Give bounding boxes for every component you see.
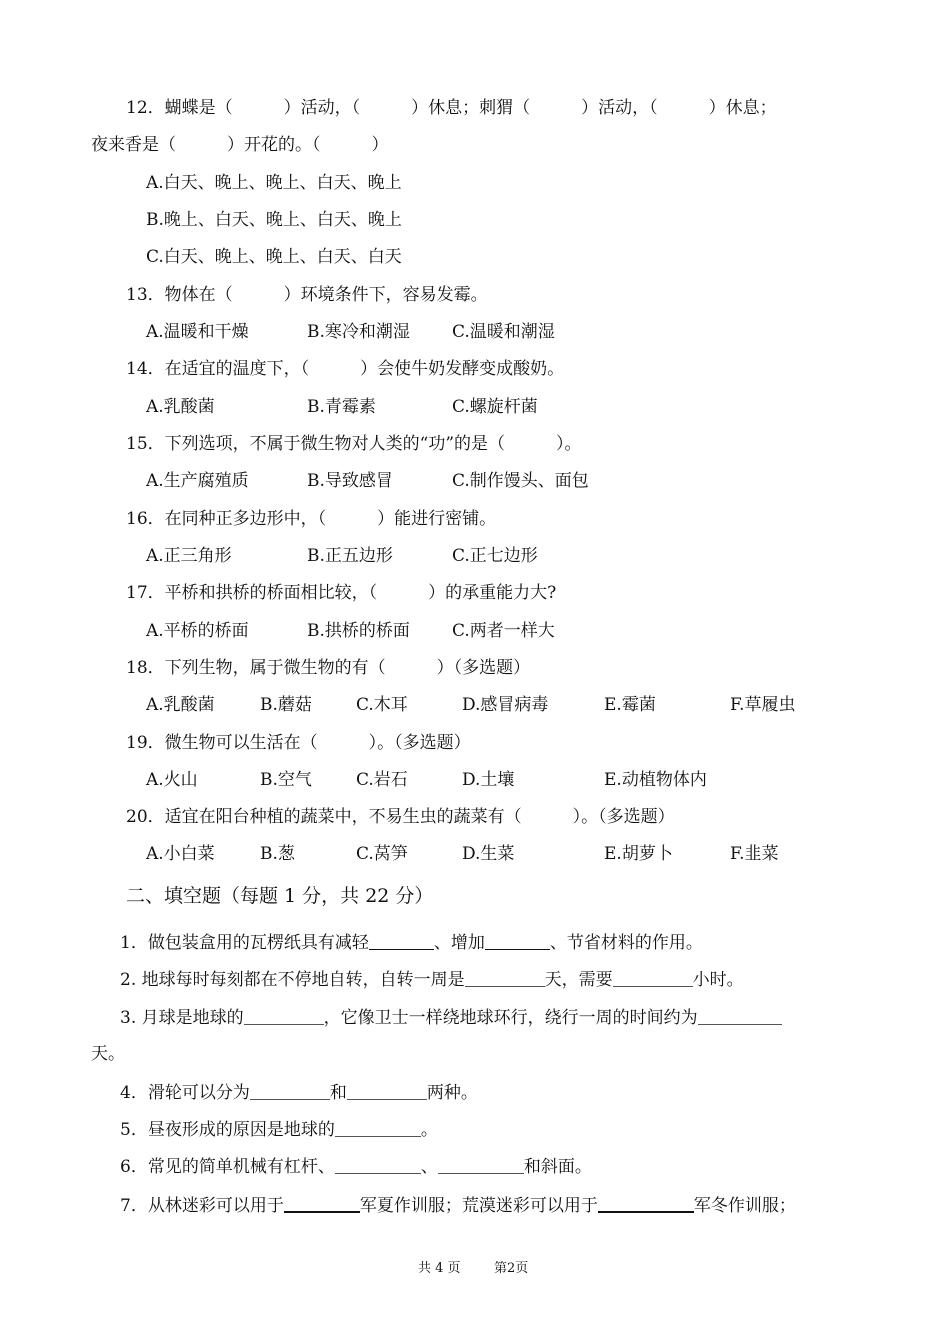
option: B.空气 bbox=[260, 770, 312, 790]
option: B.拱桥的桥面 bbox=[307, 621, 410, 641]
option: D.生菜 bbox=[462, 844, 515, 864]
fill-question-1: 1．做包装盒用的瓦楞纸具有减轻 、增加 、节省材料的作用。 bbox=[120, 933, 703, 953]
option: B.蘑菇 bbox=[260, 695, 312, 715]
question-14: 14．在适宜的温度下，（ ）会使牛奶发酵变成酸奶。 bbox=[126, 359, 565, 379]
question-15: 15．下列选项，不属于微生物对人类的“功”的是（ ）。 bbox=[126, 434, 582, 454]
option: D.土壤 bbox=[462, 770, 515, 790]
option: E.胡萝卜 bbox=[604, 844, 673, 864]
option: B.青霉素 bbox=[307, 397, 376, 417]
option: B.葱 bbox=[260, 844, 295, 864]
fill-question-3: 3. 月球是地球的 ，它像卫士一样绕地球环行，绕行一周的时间约为 bbox=[120, 1006, 782, 1029]
question-16: 16．在同种正多边形中，（ ）能进行密铺。 bbox=[126, 509, 497, 529]
question-20: 20．适宜在阳台种植的蔬菜中，不易生虫的蔬菜有（ ）。（多选题） bbox=[126, 807, 675, 827]
question-17: 17．平桥和拱桥的桥面相比较，（ ）的承重能力大? bbox=[126, 583, 557, 603]
fill-question-5: 5．昼夜形成的原因是地球的 。 bbox=[120, 1120, 438, 1140]
question-12: 12．蝴蝶是（ ）活动，（ ）休息；刺猬（ ）活动，（ ）休息； bbox=[126, 98, 777, 118]
option: A.火山 bbox=[146, 770, 198, 790]
option: B.正五边形 bbox=[307, 546, 393, 566]
option: F.韭菜 bbox=[730, 844, 779, 864]
answer-blank[interactable] bbox=[485, 931, 550, 950]
answer-blank[interactable] bbox=[698, 1006, 782, 1025]
fill-question-3-continued: 天。 bbox=[91, 1044, 125, 1064]
option: C.白天、晚上、晚上、白天、白天 bbox=[146, 247, 402, 267]
section-heading: 二、填空题（每题 1 分，共 22 分） bbox=[126, 885, 434, 907]
option: A.正三角形 bbox=[146, 546, 232, 566]
option: E.霉菌 bbox=[604, 695, 656, 715]
option: B.导致感冒 bbox=[307, 471, 393, 491]
question-18: 18．下列生物，属于微生物的有（ ）（多选题） bbox=[126, 658, 531, 678]
option: B.寒冷和潮湿 bbox=[307, 322, 410, 342]
answer-blank[interactable] bbox=[438, 1155, 524, 1174]
question-13: 13．物体在（ ）环境条件下，容易发霉。 bbox=[126, 285, 488, 305]
fill-question-2: 2. 地球每时每刻都在不停地自转，自转一周是 天，需要 小时。 bbox=[120, 970, 744, 990]
option: C.木耳 bbox=[356, 695, 408, 715]
option: A.小白菜 bbox=[146, 844, 215, 864]
option: F.草履虫 bbox=[730, 695, 796, 715]
option: A.白天、晚上、晚上、白天、晚上 bbox=[146, 173, 402, 193]
option: C.螺旋杆菌 bbox=[452, 397, 538, 417]
answer-blank[interactable] bbox=[335, 1118, 421, 1137]
answer-blank[interactable] bbox=[465, 968, 545, 987]
fill-question-6: 6．常见的简单机械有杠杆、 、 和斜面。 bbox=[120, 1157, 592, 1177]
option: C.莴笋 bbox=[356, 844, 408, 864]
option: A.生产腐殖质 bbox=[146, 471, 249, 491]
answer-blank[interactable] bbox=[369, 931, 434, 950]
option: A.乳酸菌 bbox=[146, 397, 215, 417]
option: A.温暖和干燥 bbox=[146, 322, 249, 342]
option: E.动植物体内 bbox=[604, 770, 707, 790]
option: D.感冒病毒 bbox=[462, 695, 549, 715]
page-number: 第2页 bbox=[494, 1261, 529, 1276]
fill-question-4: 4．滑轮可以分为 和 两种。 bbox=[120, 1083, 478, 1103]
answer-blank[interactable] bbox=[250, 1081, 330, 1100]
option: C.正七边形 bbox=[452, 546, 538, 566]
answer-blank[interactable] bbox=[284, 1193, 360, 1213]
question-19: 19．微生物可以生活在（ ）。（多选题） bbox=[126, 733, 471, 753]
answer-blank[interactable] bbox=[598, 1193, 694, 1213]
answer-blank[interactable] bbox=[244, 1006, 324, 1025]
option: C.岩石 bbox=[356, 770, 408, 790]
option: C.制作馒头、面包 bbox=[452, 471, 589, 491]
option: A.乳酸菌 bbox=[146, 695, 215, 715]
option: C.温暖和潮湿 bbox=[452, 322, 555, 342]
option: B.晚上、白天、晚上、白天、晚上 bbox=[146, 210, 402, 230]
answer-blank[interactable] bbox=[613, 968, 693, 987]
page-total: 共 4 页 bbox=[418, 1261, 461, 1276]
option: C.两者一样大 bbox=[452, 621, 555, 641]
answer-blank[interactable] bbox=[335, 1155, 421, 1174]
option: A.平桥的桥面 bbox=[146, 621, 249, 641]
fill-question-7: 7．从林迷彩可以用于 军夏作训服；荒漠迷彩可以用于 军冬作训服； bbox=[120, 1193, 796, 1217]
answer-blank[interactable] bbox=[347, 1081, 427, 1100]
question-12-continued: 夜来香是（ ）开花的。（ ） bbox=[91, 135, 389, 155]
